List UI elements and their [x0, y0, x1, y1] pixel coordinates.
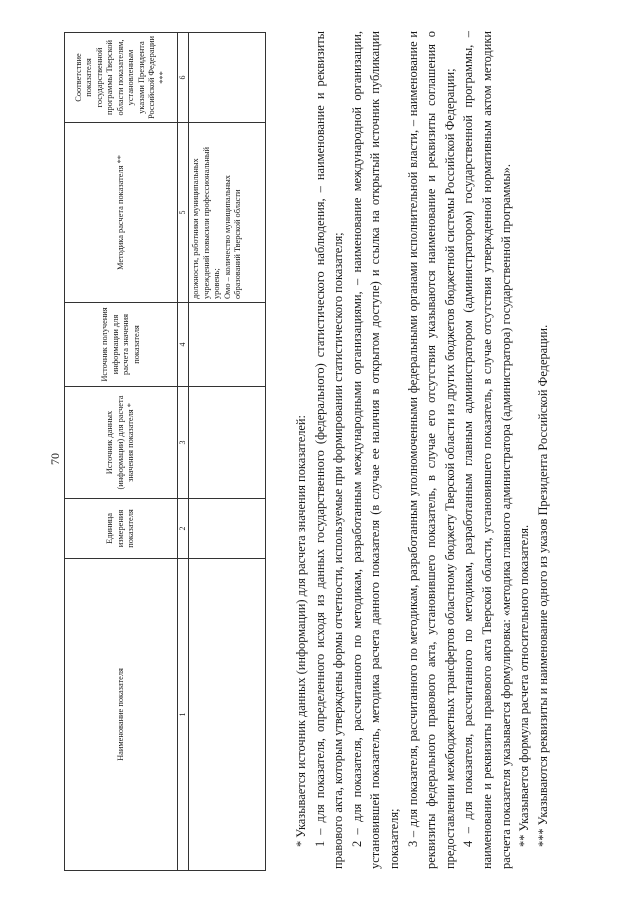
- method-line: должности, работники муниципальных: [191, 158, 200, 299]
- cell-info-source: [189, 303, 266, 387]
- footnotes: [292, 31, 552, 869]
- table-number-row: [178, 33, 189, 871]
- header-unit: Единица измерения показателя: [65, 499, 178, 559]
- footnote-data-source: * Указывается источник данных (информации) для расчета значения показателей:: [294, 415, 308, 847]
- cell-correspondence: [189, 33, 266, 123]
- footnote-item-4: 4 – для показателя, рассчитанного по методикам, разработанным главным администратором (администратором) государственной программы, – наименование и реквизиты правового акта Тверской области, установившего показатель, в случае отсутствия утвержденной нормативным актом методики расчета показателя указывается формулировка: «методика главного администратора (администратора) государственной программы».: [461, 31, 513, 869]
- table-header-row: [65, 33, 178, 871]
- cell-method: [189, 123, 266, 303]
- column-number: 2: [178, 499, 189, 559]
- indicators-table: [64, 32, 266, 871]
- header-data-source: Источник данных (информации) для расчета значения показателя *: [65, 387, 178, 499]
- method-line: образований Тверской области: [233, 189, 242, 299]
- method-line: уровень;: [212, 268, 221, 299]
- footnote-item-1: 1 – для показателя, определенного исходя из данных государственного (федерального) статистического наблюдения, – наименование и реквизиты правового акта, которым утверждены формы отчетности, используемые при формировании статистического показателя;: [312, 31, 346, 869]
- header-indicator-name: Наименование показателя: [65, 559, 178, 871]
- column-number: 3: [178, 387, 189, 499]
- footnote-item-3: 3 – для показателя, рассчитанного по методикам, разработанным уполномоченными федеральными органами исполнительной власти, – наименование и реквизиты федерального правового акта, установившего показатель, в случае его отсутствия указываются наименование и реквизиты соглашения о предоставлении межбюджетных трансфертов областному бюджету Тверской области из других бюджетов бюджетной системы Российской Федерации;: [405, 31, 457, 869]
- table-row: [189, 33, 266, 871]
- cell-data-source: [189, 387, 266, 499]
- footnote-decree: *** Указываются реквизиты и наименование одного из указов Президента Российской Федерации.: [535, 324, 550, 847]
- header-method: Методика расчета показателя **: [65, 123, 178, 303]
- column-number: 1: [178, 559, 189, 871]
- footnote-item-2: 2 – для показателя, рассчитанного по методикам, разработанным международными организациями, – наименование международной организации, установившей показатель, методика расчета данного показателя (в случае ее наличия в открытом доступе) и ссылка на открытый источник публикации показателя;: [349, 31, 401, 869]
- method-line: учреждений повысили профессиональный: [201, 147, 211, 299]
- column-number: 5: [178, 123, 189, 303]
- footnote-formula: ** Указывается формула расчета относительного показателя.: [517, 524, 532, 847]
- cell-unit: [189, 499, 266, 559]
- column-number: 6: [178, 33, 189, 123]
- cell-indicator-name: [189, 559, 266, 871]
- header-info-source: Источник получения информации для расчета значения показателя: [65, 303, 178, 387]
- page-number: 70: [48, 453, 62, 465]
- header-correspondence: Соответствие показателя государственной программы Тверской области показателям, установленным указами Президента Российской Федерации ***: [65, 33, 178, 123]
- column-number: 4: [178, 303, 189, 387]
- method-line: Омо – количество муниципальных: [222, 175, 232, 299]
